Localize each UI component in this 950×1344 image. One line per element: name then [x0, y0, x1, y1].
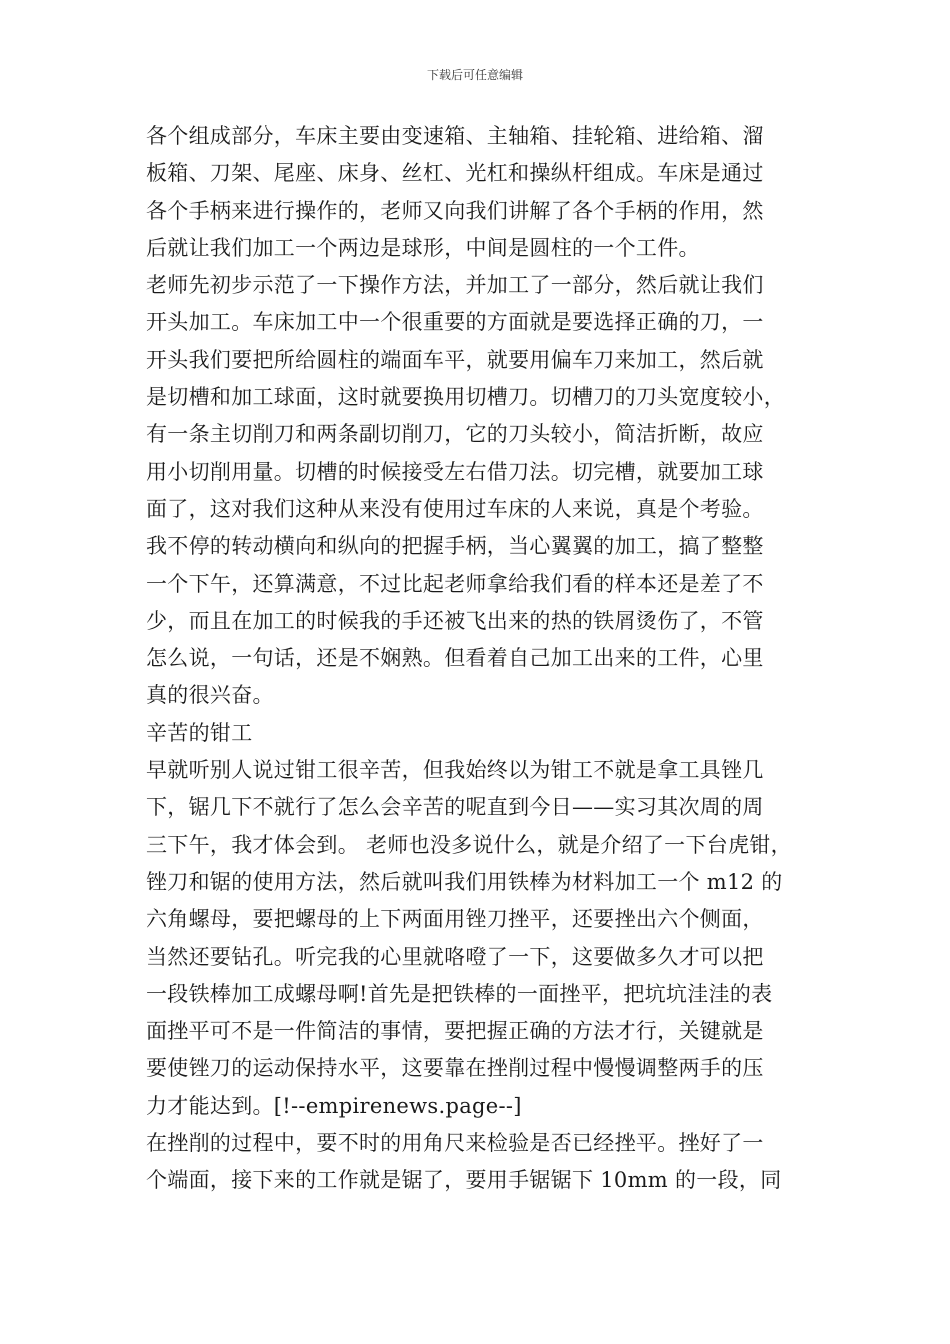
text-line: 当然还要钻孔。听完我的心里就咯噔了一下，这要做多久才可以把	[146, 944, 764, 969]
text-line: 怎么说，一句话，还是不娴熟。但看着自己加工出来的工件，心里	[146, 646, 764, 671]
text-line: 锉刀和锯的使用方法，然后就叫我们用铁棒为材料加工一个 m12 的	[146, 869, 783, 894]
text-line: 是切槽和加工球面，这时就要换用切槽刀。切槽刀的刀头宽度较小，	[146, 385, 785, 410]
text-line: 用小切削用量。切槽的时候接受左右借刀法。切完槽，就要加工球	[146, 459, 764, 484]
text-line: 开头加工。车床加工中一个很重要的方面就是要选择正确的刀，一	[146, 310, 764, 335]
text-line: 要使锉刀的运动保持水平，这要靠在挫削过程中慢慢调整两手的压	[146, 1056, 764, 1081]
text-line: 后就让我们加工一个两边是球形，中间是圆柱的一个工件。	[146, 235, 700, 260]
text-line: 在挫削的过程中，要不时的用角尺来检验是否已经挫平。挫好了一	[146, 1131, 764, 1156]
page-header: 下载后可任意编辑	[426, 68, 523, 82]
text-line: 真的很兴奋。	[146, 683, 274, 708]
text-line: 开头我们要把所给圆柱的端面车平，就要用偏车刀来加工，然后就	[146, 347, 764, 372]
text-line: 有一条主切削刀和两条副切削刀，它的刀头较小，简洁折断，故应	[146, 422, 764, 447]
text-line: 一段铁棒加工成螺母啊!首先是把铁棒的一面挫平，把坑坑洼洼的表	[146, 981, 773, 1006]
text-line: 力才能达到。[!--empirenews.page--]	[146, 1093, 522, 1118]
text-line: 我不停的转动横向和纵向的把握手柄，当心翼翼的加工，搞了整整	[146, 534, 764, 559]
text-line: 个端面，接下来的工作就是锯了，要用手锯锯下 10mm 的一段，同	[146, 1168, 782, 1193]
text-line: 下，锯几下不就行了怎么会辛苦的呢直到今日——实习其次周的周	[146, 795, 764, 820]
text-line: 面了，这对我们这种从来没有使用过车床的人来说，真是个考验。	[146, 496, 764, 521]
text-line: 少，而且在加工的时候我的手还被飞出来的热的铁屑烫伤了，不管	[146, 608, 764, 633]
text-line: 早就听别人说过钳工很辛苦，但我始终以为钳工不就是拿工具锉几	[146, 758, 764, 783]
text-line: 各个手柄来进行操作的，老师又向我们讲解了各个手柄的作用，然	[146, 198, 764, 223]
text-line: 老师先初步示范了一下操作方法，并加工了一部分，然后就让我们	[146, 273, 764, 298]
text-line: 三下午，我才体会到。 老师也没多说什么，就是介绍了一下台虎钳，	[146, 832, 792, 857]
text-line: 六角螺母，要把螺母的上下两面用锉刀挫平，还要挫出六个侧面，	[146, 907, 764, 932]
text-line: 一个下午，还算满意，不过比起老师拿给我们看的样本还是差了不	[146, 571, 764, 596]
text-line: 板箱、刀架、尾座、床身、丝杠、光杠和操纵杆组成。车床是通过	[146, 161, 764, 186]
text-line: 各个组成部分，车床主要由变速箱、主轴箱、挂轮箱、进给箱、溜	[146, 124, 764, 148]
document-body	[146, 118, 816, 1200]
text-line: 面挫平可不是一件简洁的事情，要把握正确的方法才行，关键就是	[146, 1019, 764, 1044]
section-heading: 辛苦的钳工	[146, 720, 253, 745]
